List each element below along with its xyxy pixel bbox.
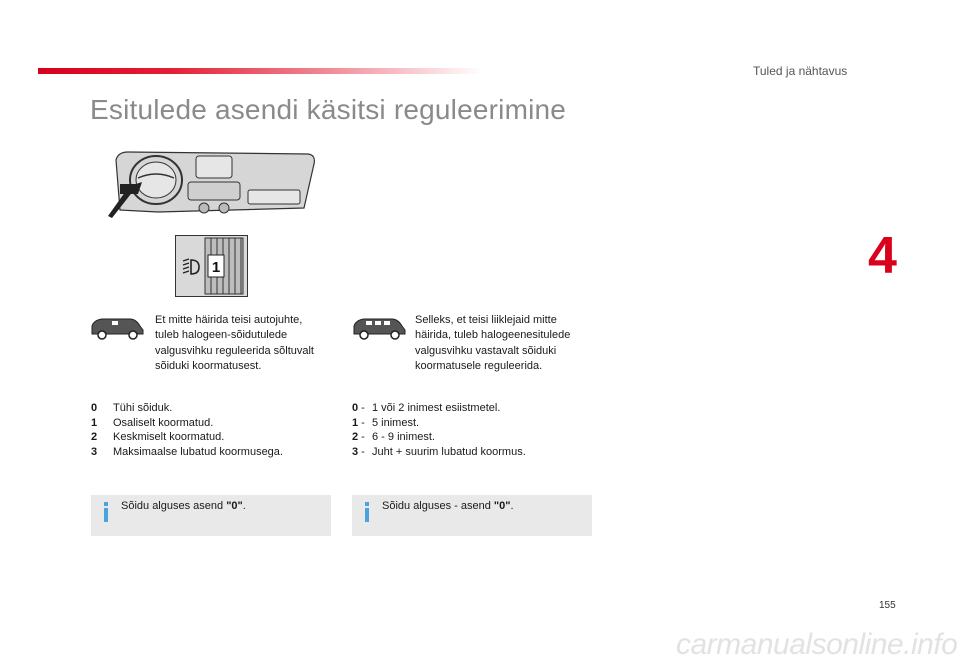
right-load-list (352, 401, 592, 459)
header-accent-bar (38, 68, 483, 74)
passenger-van-icon (352, 316, 407, 340)
list-item: 3 Maksimaalse lubatud koormusega. (91, 445, 283, 458)
left-info-box (91, 495, 331, 536)
section-title: Tuled ja nähtavus (753, 64, 848, 78)
knob-position-label: 1 (211, 259, 221, 276)
left-intro-text: Et mitte häirida teisi autojuhte, tuleb halogeen-sõidutulede valgusvihku reguleerida sõltuvalt sõiduki koormatusest. (155, 314, 314, 372)
page-number: 155 (879, 600, 896, 611)
info-icon (101, 502, 111, 522)
list-item: 1 Osaliselt koormatud. (91, 416, 214, 429)
dashboard-illustration (108, 148, 318, 226)
info-text: Sõidu alguses - asend "0". (382, 500, 514, 512)
chapter-number: 4 (868, 227, 897, 285)
page-title: Esitulede asendi käsitsi reguleerimine (90, 94, 567, 125)
van-icon (90, 316, 145, 340)
list-item: 0 Tühi sõiduk. (91, 402, 173, 414)
list-item: 1 - 5 inimest. (352, 416, 420, 429)
watermark: carmanualsonline.info (676, 628, 958, 661)
info-icon (362, 502, 372, 522)
list-item: 3 - Juht + suurim lubatud koormus. (352, 445, 526, 458)
headlamp-adjuster-knob (175, 235, 248, 297)
left-load-list (91, 401, 331, 459)
list-item: 2 Keskmiselt koormatud. (91, 431, 225, 443)
right-intro-text: Selleks, et teisi liiklejaid mitte häirida, tuleb halogeenesitulede valgusvihku vastavalt sõiduki koormatusele reguleerida. (415, 314, 571, 372)
right-info-box (352, 495, 592, 536)
list-item: 2 - 6 - 9 inimest. (352, 431, 435, 443)
info-text: Sõidu alguses asend "0". (121, 500, 246, 512)
list-item: 0 - 1 või 2 inimest esiistmetel. (352, 402, 501, 414)
